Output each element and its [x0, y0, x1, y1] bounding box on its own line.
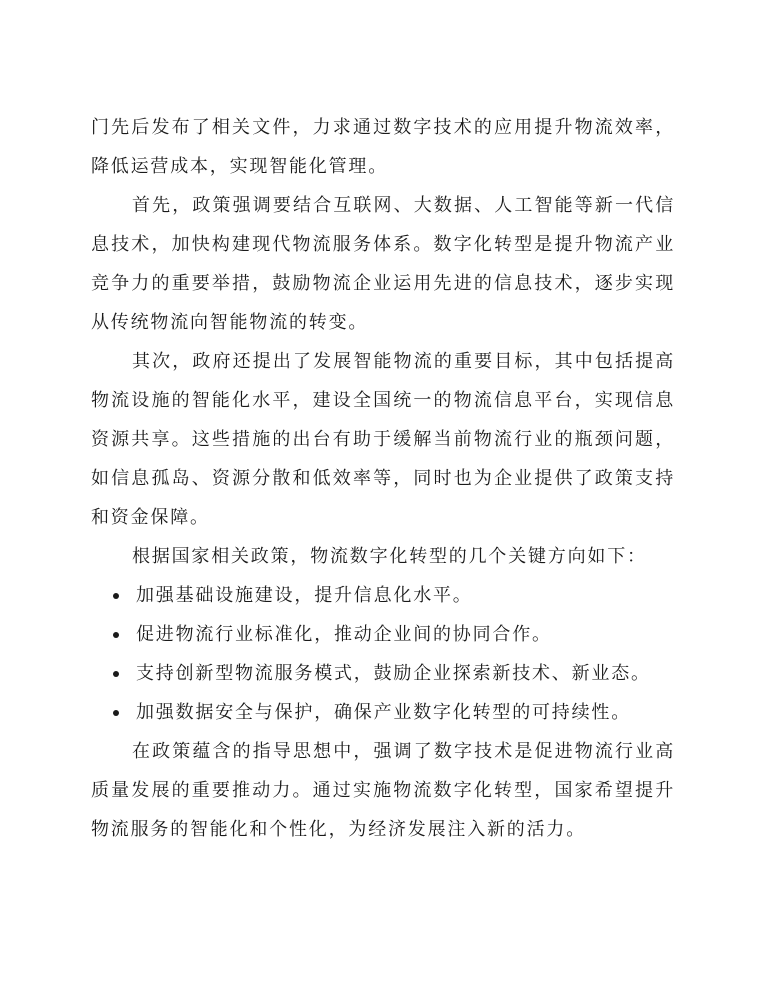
bullet-text: 加强数据安全与保护，确保产业数字化转型的可持续性。: [136, 702, 631, 723]
bullet-text: 促进物流行业标准化，推动企业间的协同合作。: [136, 624, 552, 645]
document-body: [91, 108, 675, 849]
bullet-item: [91, 654, 675, 693]
bullet-dot-icon: [113, 632, 119, 638]
bullet-dot-icon: [113, 710, 119, 716]
paragraph: 根据国家相关政策，物流数字化转型的几个关键方向如下：: [132, 546, 647, 567]
paragraph: 其次，政府还提出了发展智能物流的重要目标，其中包括提高物流设施的智能化水平，建设全国统一的物流信息平台，实现信息资源共享。这些措施的出台有助于缓解当前物流行业的瓶颈问题，如信息孤岛、资源分散和低效率等，同时也为企业提供了政策支持和资金保障。: [91, 351, 675, 528]
bullet-item: [91, 693, 675, 732]
bullet-text: 加强基础设施建设，提升信息化水平。: [136, 585, 473, 606]
bullet-text: 支持创新型物流服务模式，鼓励企业探索新技术、新业态。: [136, 663, 651, 684]
paragraph: 在政策蕴含的指导思想中，强调了数字技术是促进物流行业高质量发展的重要推动力。通过实施物流数字化转型，国家希望提升物流服务的智能化和个性化，为经济发展注入新的活力。: [91, 741, 675, 840]
bullet-item: [91, 576, 675, 615]
bullet-dot-icon: [113, 593, 119, 599]
paragraph: 门先后发布了相关文件，力求通过数字技术的应用提升物流效率，降低运营成本，实现智能化管理。: [91, 117, 675, 177]
bullet-dot-icon: [113, 671, 119, 677]
bullet-list: [91, 576, 675, 732]
bullet-item: [91, 615, 675, 654]
paragraph: 首先，政策强调要结合互联网、大数据、人工智能等新一代信息技术，加快构建现代物流服务体系。数字化转型是提升物流产业竞争力的重要举措，鼓励物流企业运用先进的信息技术，逐步实现从传统物流向智能物流的转变。: [91, 195, 675, 333]
